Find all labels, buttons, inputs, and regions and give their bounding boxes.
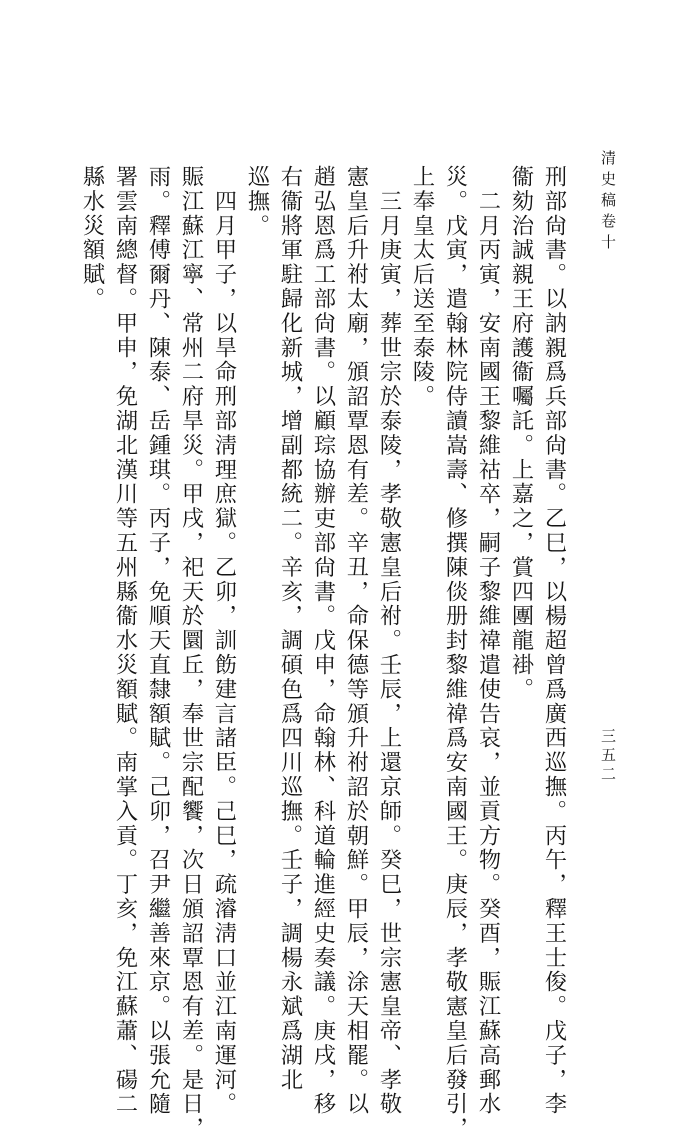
page-number: 三五二 [599, 728, 617, 785]
text-column-1: 刑部尙書。以訥親爲兵部尙書。乙巳，以楊超曾爲廣西巡撫。丙午，釋王士俊。戊子，李 [541, 165, 567, 1117]
running-header: 清史稿卷十 [599, 150, 617, 255]
text-column-15: 縣水災額賦。 [79, 165, 105, 312]
text-column-2: 衞劾治誠親王府護衞囑託。上嘉之，賞四團龍褂。 [508, 165, 534, 702]
text-column-13: 雨。釋傅爾丹、陳泰、岳鍾琪。丙子，免順天直隸額賦。己卯，召尹繼善來京。以張允隨 [145, 165, 171, 1117]
text-column-5: 上奉皇太后送至泰陵。 [409, 165, 435, 409]
text-column-3: 二月丙寅，安南國王黎維祜卒，嗣子黎維禕遣使告哀，並貢方物。癸酉，賑江蘇高郵水 [475, 165, 501, 1117]
text-column-4: 災。戊寅，遣翰林院侍讀嵩壽、修撰陳倓册封黎維禕爲安南國王。庚辰，孝敬憲皇后發引， [442, 165, 468, 1141]
text-column-8: 趙弘恩爲工部尙書。以顧琮協辦吏部尙書。戊申，命翰林、科道輪進經史奏議。庚戌，移 [310, 165, 336, 1117]
text-column-12: 賑江蘇江寧、常州二府旱災。甲戌，祀天於圜丘，奉世宗配饗，次日頒詔覃恩有差。是日， [178, 165, 204, 1141]
text-column-9: 右衞將軍駐歸化新城，增副都統二。辛亥，調碩色爲四川巡撫。壬子，調楊永斌爲湖北 [277, 165, 303, 1093]
text-column-6: 三月庚寅，葬世宗於泰陵，孝敬憲皇后祔。壬辰，上還京師。癸巳，世宗憲皇帝、孝敬 [376, 165, 402, 1117]
text-column-14: 署雲南總督。甲申，免湖北漢川等五州縣衞水災額賦。南掌入貢。丁亥，免江蘇蕭、碭二 [112, 165, 138, 1117]
text-column-10: 巡撫。 [244, 165, 270, 239]
text-column-11: 四月甲子，以旱命刑部淸理庶獄。乙卯，訓飭建言諸臣。己巳，疏濬淸口並江南運河。 [211, 165, 237, 1117]
text-column-7: 憲皇后升祔太廟，頒詔覃恩有差。辛丑，命保德等頒升祔詔於朝鮮。甲辰，涂天相罷。以 [343, 165, 369, 1117]
